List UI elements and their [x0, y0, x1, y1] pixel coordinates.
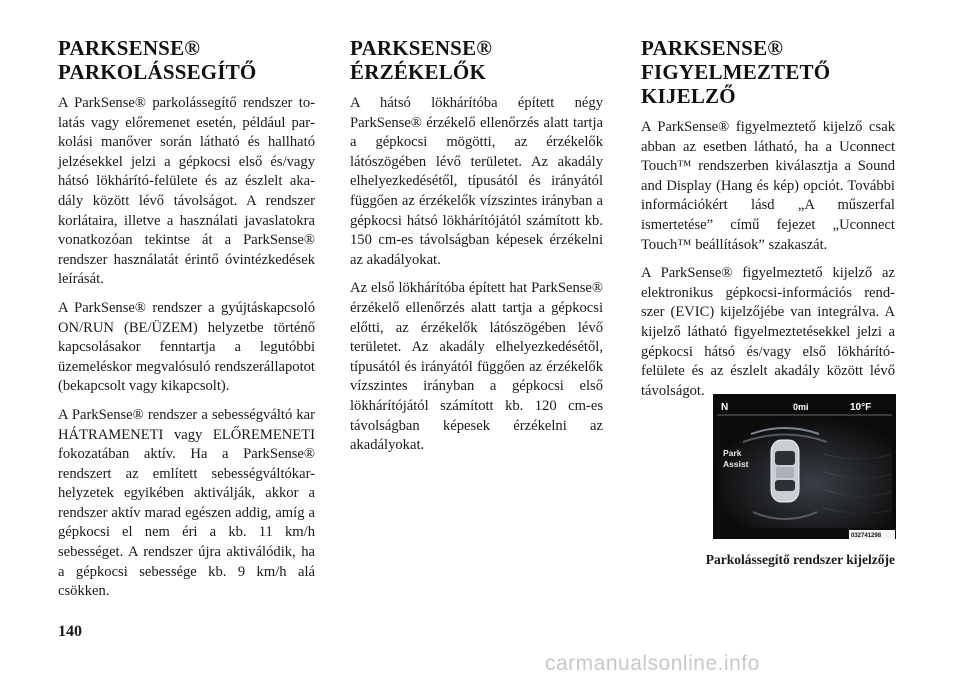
column-right	[641, 36, 895, 410]
page-number: 140	[58, 623, 82, 640]
park-assist-label-line1: Park	[723, 448, 742, 458]
section-heading-parksense-erzekelok: PARKSENSE® ÉRZÉKELŐK	[350, 36, 493, 84]
figure-caption: Parkolássegítő rendszer kijelzője	[705, 552, 895, 567]
compass-readout: N	[721, 402, 729, 413]
paragraph: A ParkSense® figyelmeztető kijelző csak abban az esetben látható, ha a Uconnect Touch™ rendszerben kiválasztja a Sound and Display (Hang és kép) opciót. További információkért lásd „A műszerfal ismertetése” című fejezet „Uconnect Touch™ beállítások” szakaszát.	[641, 119, 895, 253]
watermark: carmanualsonline.info	[545, 652, 760, 675]
paragraph: A ParkSense® parkolássegítő rendszer tolatás vagy előremenet esetén, például parkolási manőver során látható és hallható jelzésekkel jelzi a gépkocsi első és/vagy hátsó lökhárító-felülete és az észlelt akadály között lévő távolságot. A rendszer korlátaira, illetve a használati javaslatokra vonatkozóan tekintse át a ParkSense® rendszer használatát érintő óvintézkedések leírását.	[58, 95, 315, 288]
column-left	[58, 36, 315, 611]
paragraph: Az első lökhárítóba épített hat ParkSense® érzékelő ellenőrzés alatt tartja a gépkocsi előtti, az érzékelők látószögében lévő területet. Az akadály elhelyezkedésétől, típusától és irányától függően az érzékelők vízszintes irányban a gépkocsi első lökhárítójától számított kb. 120 cm-es távolságban képesek érzékelni az akadályokat.	[350, 280, 603, 454]
column-middle	[350, 36, 603, 465]
section-heading-parksense-parkolassegito: PARKSENSE® PARKOLÁSSEGÍTŐ	[58, 36, 257, 84]
temperature-readout: 10°F	[850, 402, 872, 413]
park-assist-label-line2: Assist	[723, 459, 749, 469]
park-assist-display-image	[713, 394, 896, 539]
section-heading-parksense-figyelmezteto-kijelzo: PARKSENSE® FIGYELMEZTETŐ KIJELZŐ	[641, 36, 831, 108]
paragraph: A hátsó lökhárítóba épített négy ParkSense® érzékelő ellenőrzés alatt tartja a gépkocsi mögötti, az érzékelők látószögében lévő területet. Az akadály elhelyezkedésétől, típusától és irányától függően az érzékelők vízszintes irányban a gépkocsi hátsó lökhárítójától számított kb. 150 cm-es távolságban képesek érzékelni az akadályokat.	[350, 95, 603, 268]
figure-code: 032741298	[851, 533, 882, 539]
paragraph: A ParkSense® rendszer a gyújtáskapcsoló ON/RUN (BE/ÜZEM) helyzetbe történő kapcsolásakor fenntartja a legutóbbi üzemeléskor megvalósuló rendszerállapotot (bekapcsolt vagy kikapcsolt).	[58, 299, 315, 395]
paragraph: A ParkSense® figyelmeztető kijelző az elektronikus gépkocsi-információs rendszer (EVIC) kijelzőjébe van integrálva. A kijelző látható figyelmeztetésekkel jelzi a gépkocsi hátsó és/vagy első lökhárító-felülete és az észlelt akadály között lévő távolságot.	[641, 265, 895, 399]
car-top-view-icon	[771, 440, 799, 502]
distance-readout: 0mi	[793, 402, 809, 412]
park-assist-display-illustration	[713, 394, 896, 539]
paragraph: A ParkSense® rendszer a sebességváltó kar HÁTRAMENETI vagy ELŐREMENETI fokozatában aktív. Ha a ParkSense® rendszert az említett sebességváltókar-helyzetek egyikében aktiválják, akkor a rendszer aktív marad egészen addig, amíg a gépkocsi el nem éri a kb. 11 km/h sebességet. A rendszer újra aktiválódik, ha a gépkocsi sebessége kb. 9 km/h alá csökken.	[58, 406, 315, 600]
